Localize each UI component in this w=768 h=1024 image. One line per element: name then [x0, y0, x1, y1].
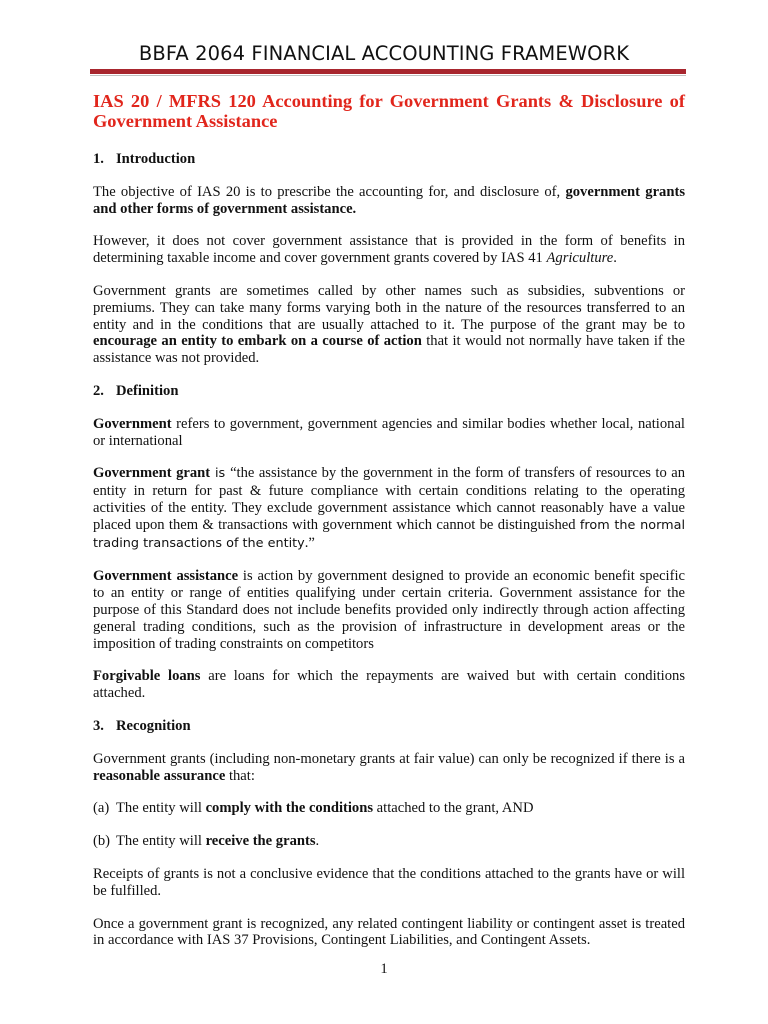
text-run: that it would not normally have taken if the assistance was not provided. [93, 333, 685, 367]
recognition-intro-paragraph [93, 751, 685, 785]
bold-run: reasonable assurance [93, 767, 226, 784]
bold-run: encourage an entity to embark on a course of action [93, 333, 422, 350]
definition-loans-paragraph [93, 668, 685, 702]
text-run: .” [304, 534, 315, 551]
defined-term: Government grant [93, 465, 211, 482]
bold-run: comply with the conditions [205, 800, 374, 817]
text-run: The entity will [116, 800, 206, 817]
definition-government-paragraph [93, 416, 685, 450]
section-heading-definition [93, 383, 685, 400]
definition-assistance-paragraph [93, 568, 685, 652]
document-title: IAS 20 / MFRS 120 Accounting for Government Grants & Disclosure of Government Assistance [93, 91, 685, 131]
section-number: 3. [93, 717, 104, 734]
page-number: 1 [380, 961, 388, 977]
text-run: are loans for which the repayments are waived but with certain conditions attached. [93, 668, 686, 702]
running-header: BBFA 2064 FINANCIAL ACCOUNTING FRAMEWORK [138, 42, 630, 65]
bold-run: receive the grants [205, 833, 316, 850]
intro-objective-paragraph [93, 184, 685, 218]
defined-term: Government [93, 415, 172, 432]
text-run: The objective of IAS 20 is to prescribe the accounting for, and disclosure of, [93, 183, 566, 200]
italic-run: Agriculture [546, 250, 614, 267]
text-run: . [613, 250, 617, 267]
section-number: 1. [93, 151, 104, 167]
list-item [93, 800, 685, 817]
text-run: attached to the grant, AND [373, 800, 534, 817]
text-run: is action by government designed to provide an economic benefit specific to an entity or range of entities qualifying under certain criteria. Government assistance for the purpose of this Standard does not include benefits provided only indirectly through action affecting general trading conditions, such as the provision of infrastructure in development areas or the imposition of trading constraints on competitors [93, 568, 685, 652]
intro-scope-paragraph [93, 233, 685, 267]
text-run: However, it does not cover government assistance that is provided in the form of benefits in determining taxable income and cover government grants covered by IAS 41 [93, 233, 685, 267]
text-run: Government grants (including non-monetary grants at fair value) can only be recognized if there is a [93, 750, 685, 767]
recognition-receipts-paragraph: Receipts of grants is not a conclusive evidence that the conditions attached to the grants have or will be fulfilled. [93, 865, 685, 899]
page-body [93, 91, 685, 965]
text-run: from the normal trading transactions of the entity [93, 517, 685, 551]
text-run: . [315, 833, 320, 850]
section-heading-recognition [93, 718, 685, 735]
list-marker: (a) [93, 800, 110, 817]
section-title: Recognition [116, 717, 191, 734]
text-run: is [210, 466, 231, 482]
text-run: The entity will [116, 833, 206, 850]
defined-term: Forgivable loans [93, 668, 201, 685]
header-rule-thick [90, 69, 686, 74]
text-run: “the assistance by the government in the form of transfers of resources to an entity in return for past & future compliance with certain conditions relating to the operating activities of the entity. They exclude government assistance which cannot reasonably have a value placed upon them & transactions with government which cannot be distinguished [93, 465, 685, 533]
header-rule-thin [90, 75, 686, 76]
section-title: Definition [116, 382, 179, 399]
recognition-contingent-paragraph: Once a government grant is recognized, any related contingent liability or contingent asset is treated in accordance with IAS 37 Provisions, Contingent Liabilities, and Contingent Assets. [93, 915, 685, 949]
list-marker: (b) [93, 833, 111, 850]
text-run: refers to government, government agencies and similar bodies whether local, national or international [93, 415, 685, 449]
section-heading-introduction [93, 151, 685, 168]
bold-run: government grants and other forms of government assistance. [93, 183, 685, 217]
text-run: that: [225, 767, 255, 784]
intro-grants-paragraph [93, 283, 685, 367]
section-title: Introduction [116, 151, 196, 167]
list-item [93, 833, 685, 850]
text-run: Government grants are sometimes called by other names such as subsidies, subventions or premiums. They can take many forms varying both in the nature of the resources transferred to an entity and in the conditions that are usually attached to it. The purpose of the grant may be to [93, 282, 685, 333]
section-number: 2. [93, 382, 104, 399]
definition-grant-paragraph [93, 465, 685, 552]
defined-term: Government assistance [93, 568, 239, 585]
